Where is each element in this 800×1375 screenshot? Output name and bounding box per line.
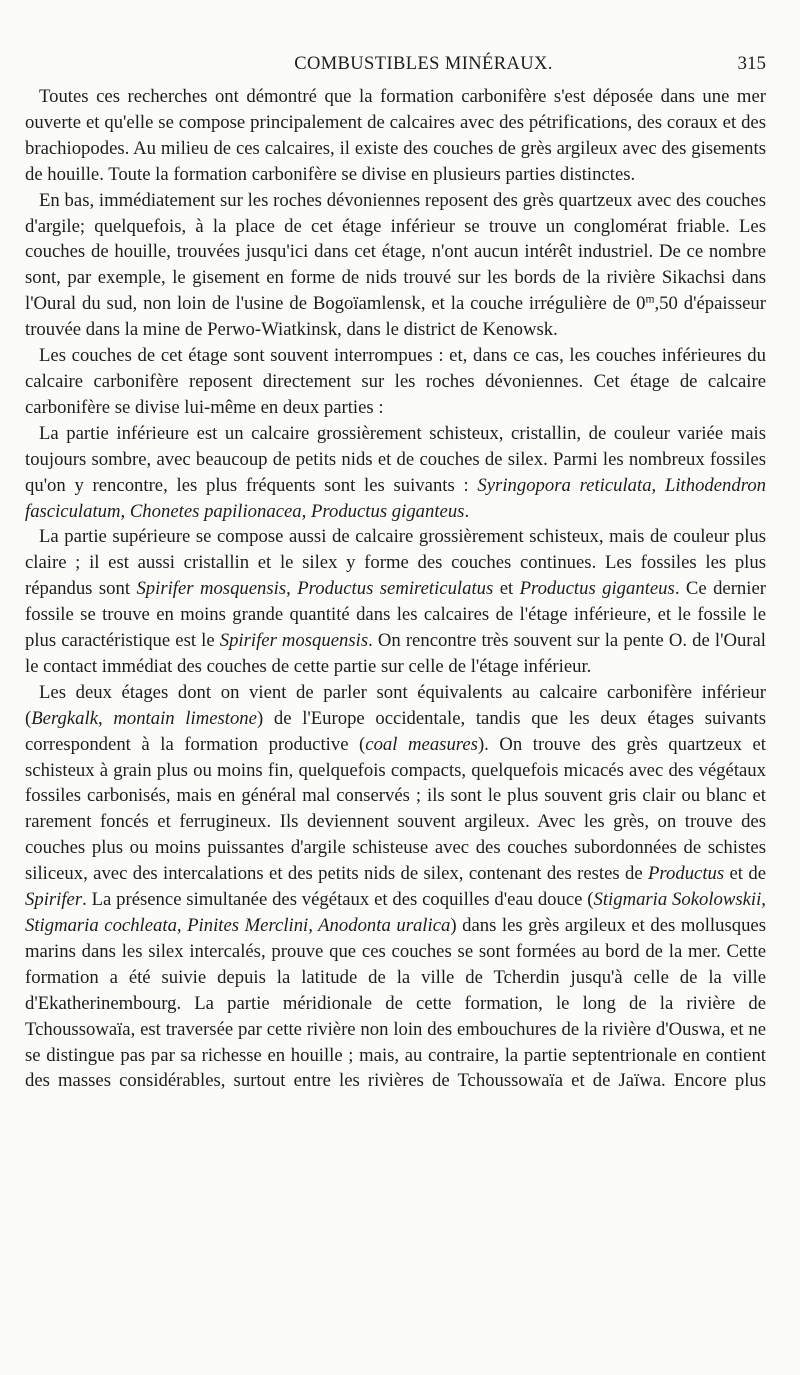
- paragraph-productive-formation: [25, 680, 766, 1095]
- fossil-name: Productus giganteus: [519, 578, 675, 600]
- paragraph-text: Les deux étages dont on vient de parler sont équivalents au calcaire carbonifère inférieur (: [25, 681, 766, 729]
- body-text: [25, 84, 766, 1094]
- paragraph-text: . On rencontre très souvent sur la pente O. de l'Oural le contact immédiat des couches de cette partie sur celle de l'étage inférieur.: [25, 630, 767, 677]
- paragraph-text: . La présence simultanée des végétaux et des coquilles d'eau douce (: [82, 889, 594, 911]
- fossil-name: Spirifer mosquensis: [136, 578, 287, 600]
- paragraph-text: En bas, immédiatement sur les roches dévoniennes reposent des grès quartzeux avec des couches d'argile; quelquefois, à la place de cet étage inférieur se trouve un conglomérat friable. Les couches de houille, trouvées jusqu'ici dans cet étage, n'ont aucun intérêt industriel. De ce nombre sont, par exemple, le gisement en forme de nids trouvé sur les bords de la rivière Sikachsi dans l'Oural du sud, non loin de l'usine de Bogoïamlensk, et la couche irrégulière de 0: [25, 189, 766, 315]
- paragraph-text: La partie inférieure est un calcaire grossièrement schisteux, cristallin, de couleur variée mais toujours sombre, avec beaucoup de petits nids et de couches de silex. Parmi les nombreux fossiles qu'on y rencontre, les plus fréquents sont les suivants :: [25, 422, 766, 496]
- paragraph-lower-sandstones: [25, 188, 766, 343]
- paragraph-text: ,: [651, 474, 665, 496]
- fossil-name: Syringopora reticulata: [477, 474, 652, 496]
- paragraph-text: La partie supérieure se compose aussi de calcaire grossièrement schisteux, mais de couleur plus claire ; il est aussi cristallin et le silex y forme des couches continues. Les fossiles les plus répandus sont: [25, 526, 766, 600]
- meter-unit-superscript: m: [645, 292, 655, 306]
- paragraph-interrupted-layers: [25, 343, 766, 421]
- paragraph-upper-limestone: [25, 524, 766, 679]
- paragraph-text: et: [493, 578, 520, 600]
- fossil-name: Lithodendron fasciculatum: [25, 474, 767, 522]
- paragraph-carboniferous-summary: [25, 84, 766, 188]
- paragraph-text: ,: [120, 500, 130, 522]
- page-header: [25, 44, 766, 84]
- paragraph-text: ,: [286, 578, 298, 600]
- running-title: COMBUSTIBLES MINÉRAUX.: [294, 54, 553, 74]
- paragraph-text: et de: [724, 863, 766, 885]
- page-number: 315: [737, 53, 766, 74]
- paragraph-text: Toutes ces recherches ont démontré que la formation carbonifère s'est déposée dans une mer ouverte et qu'elle se compose principalement de calcaires avec des pétrifications, des coraux et des brachiopodes. Au milieu de ces calcaires, il existe des couches de grès argileux avec des gisements de houille. Toute la formation carbonifère se divise en plusieurs parties distinctes.: [25, 86, 766, 185]
- fossil-name: Productus semireticulatus: [297, 578, 494, 600]
- foreign-term: coal measures: [365, 733, 478, 755]
- paragraph-lower-limestone: [25, 421, 766, 525]
- paragraph-text: Les couches de cet étage sont souvent interrompues : et, dans ce cas, les couches inférieures du calcaire carbonifère reposent directement sur les roches dévoniennes. Cet étage de calcaire carbonifère se divise lui-même en deux parties :: [25, 345, 766, 418]
- paragraph-text: ) de l'Europe occidentale, tandis que les deux étages suivants correspondent à la formation productive (: [25, 707, 766, 755]
- fossil-name: Chonetes papilionacea: [129, 500, 302, 522]
- paragraph-text: ) dans les grès argileux et des mollusques marins dans les silex intercalés, prouve que ces couches se sont formées au bord de la mer. Cette formation a été suivie depuis la latitude de la ville de Tcherdin jusqu'à celle de la ville d'Ekatherinembourg. La partie méridionale de cette formation, le long de la rivière de Tchoussowaïa, est traversée par cette rivière non loin des embouchures de la rivière d'Ouswa, et ne se distingue pas par sa richesse en houille ; mais, au contraire, la partie septentrionale en contient des masses considérables, surtout entre les rivières de Tchoussowaïa et de Jaïwa. Encore plus: [25, 915, 766, 1092]
- fossil-name: Spirifer mosquensis: [219, 630, 369, 652]
- fossil-name: Productus giganteus: [310, 500, 465, 522]
- paragraph-text: ). On trouve des grès quartzeux et schisteux à grain plus ou moins fin, quelquefois compacts, quelquefois micacés avec des végétaux fossiles carbonisés, mais en général mal conservés ; ils sont le plus souvent gris clair ou blanc et rarement foncés et ferrugineux. Ils deviennent souvent argileux. Avec les grès, on trouve des couches plus ou moins puissantes d'argile schisteuse avec des couches subordonnées de schistes siliceux, avec des intercalations et des petits nids de silex, contenant des restes de: [25, 733, 766, 885]
- paragraph-text: ,50 d'épaisseur trouvée dans la mine de Perwo-Wiatkinsk, dans le district de Kenowsk.: [25, 293, 766, 341]
- paragraph-text: . Ce dernier fossile se trouve en moins grande quantité dans les calcaires de l'étage inférieure, et le fossile le plus caractéristique est le: [25, 578, 766, 652]
- fossil-name: Spirifer: [25, 889, 83, 911]
- paragraph-text: ,: [301, 500, 311, 522]
- fossil-name: Productus: [648, 863, 725, 885]
- paragraph-text: .: [464, 500, 470, 522]
- foreign-term: Bergkalk, montain limestone: [31, 707, 257, 729]
- fossil-name: Stigmaria Sokolowskii, Stigmaria cochleata, Pinites Merclini, Anodonta uralica: [25, 889, 766, 936]
